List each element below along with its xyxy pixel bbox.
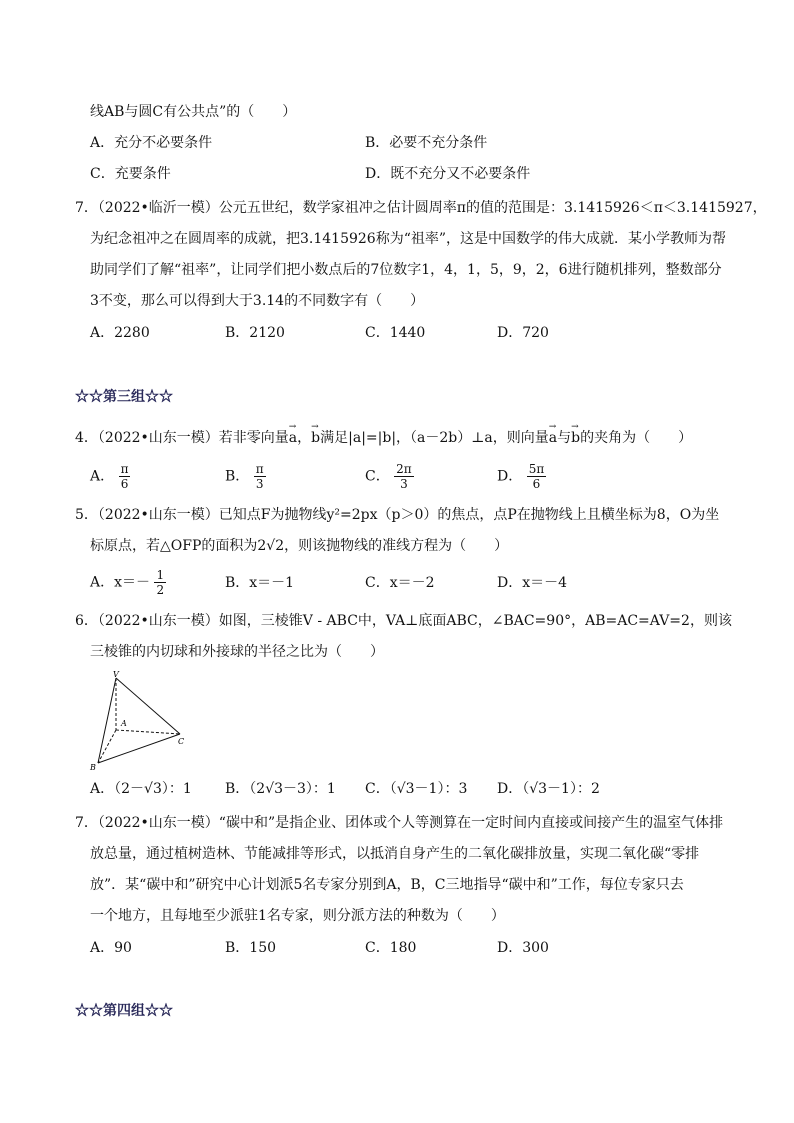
- option-c: C．1440: [365, 325, 426, 341]
- option-b: B．150: [225, 940, 277, 956]
- denominator: 2: [156, 583, 165, 597]
- question-4-line: [75, 428, 692, 448]
- label-v: V: [113, 670, 119, 679]
- fraction: [254, 462, 266, 491]
- question-7-linyi-line-3: 助同学们了解“祖率”，让同学们把小数点后的7位数字1，4，1，5，9，2，6进行随机排列，整数部分: [90, 262, 722, 278]
- question-7-shandong-line-2: 放总量，通过植树造林、节能减排等形式，以抵消自身产生的二氧化碳排放量，实现二氧化碳“零排: [90, 846, 700, 862]
- q4-yu: 与: [557, 430, 572, 446]
- option-a: A．充分不必要条件: [90, 135, 213, 151]
- option-label: A．x＝－: [90, 574, 151, 591]
- option-a: A．（2－√3）：1: [90, 781, 192, 797]
- option-b: [225, 462, 266, 491]
- denominator: 6: [120, 477, 129, 491]
- option-c: C．180: [365, 940, 417, 956]
- question-7-linyi-line-4: 3不变，那么可以得到大于3.14的不同数字有（ ）: [90, 293, 425, 309]
- question-7-linyi-line-1: 7．（2022•临沂一模）公元五世纪，数学家祖冲之估计圆周率π的值的范围是：3.1415926＜π＜3.1415927，: [75, 200, 767, 216]
- group-3-title: ☆☆第三组☆☆: [75, 389, 173, 405]
- fraction: [119, 462, 131, 491]
- fraction: [527, 462, 547, 491]
- vector-b: → b: [311, 428, 320, 448]
- numerator: 2π: [396, 462, 412, 476]
- option-c: C．x＝－2: [365, 575, 435, 591]
- option-d: D．720: [497, 325, 549, 341]
- question-7-linyi-line-2: 为纪念祖冲之在圆周率的成就，把3.1415926称为“祖率”，这是中国数学的伟大成就．某小学教师为帮: [90, 231, 727, 247]
- option-d: [497, 462, 546, 491]
- vector-a: → a: [549, 428, 557, 448]
- question-7-shandong-line-4: 一个地方，且每地至少派驻1名专家，则分派方法的种数为（ ）: [90, 908, 505, 924]
- option-label: D．: [497, 468, 523, 485]
- option-d: D．既不充分又不必要条件: [365, 166, 531, 182]
- pyramid-figure: [88, 668, 198, 773]
- label-a: A: [121, 719, 127, 728]
- option-b: B．必要不充分条件: [365, 135, 488, 151]
- fraction: [154, 568, 166, 597]
- question-6-line-1: 6．（2022•山东一模）如图，三棱锥V - ABC中，VA⊥底面ABC，∠BAC=90°，AB=AC=AV=2，则该: [75, 613, 732, 629]
- numerator: 1: [156, 568, 165, 582]
- question-7-shandong-line-1: 7．（2022•山东一模）“碳中和”是指企业、团体或个人等测算在一定时间内直接或间接产生的温室气体排: [75, 815, 724, 831]
- question-5-line-2: 标原点，若△OFP的面积为2√2，则该抛物线的准线方程为（ ）: [90, 538, 509, 554]
- label-b: B: [90, 763, 96, 772]
- question-6-line-2: 三棱锥的内切球和外接球的半径之比为（ ）: [90, 644, 384, 660]
- q4-sep: ，: [297, 430, 312, 446]
- option-b: B．x＝－1: [225, 575, 295, 591]
- option-d: D．x＝－4: [497, 575, 568, 591]
- question-7-shandong-line-3: 放”．某“碳中和”研究中心计划派5名专家分别到A，B，C三地指导“碳中和”工作，每位专家只去: [90, 877, 684, 893]
- option-a: A．2280: [90, 325, 150, 341]
- option-b: B．2120: [225, 325, 285, 341]
- option-label: B．: [225, 468, 250, 485]
- vector-a: → a: [289, 428, 297, 448]
- numerator: 5π: [528, 462, 545, 476]
- option-a: A．90: [90, 940, 132, 956]
- numerator: π: [255, 462, 264, 476]
- option-b: B．（2√3－3）：1: [225, 781, 336, 797]
- edge-ac: [116, 730, 180, 734]
- denominator: 3: [400, 477, 408, 491]
- fraction: [394, 462, 414, 491]
- option-d: D．300: [497, 940, 549, 956]
- q4-prefix: 4．（2022•山东一模）若非零向量: [75, 430, 289, 446]
- group-4-title: ☆☆第四组☆☆: [75, 1003, 173, 1019]
- numerator: π: [120, 462, 129, 476]
- option-c: C．充要条件: [90, 166, 171, 182]
- label-c: C: [178, 737, 185, 746]
- option-a: [90, 462, 130, 491]
- option-d: D．（√3－1）：2: [497, 781, 600, 797]
- q4-end: 的夹角为（ ）: [580, 430, 693, 446]
- edge-vb: [98, 678, 116, 763]
- question-text-line: 线AB与圆C有公共点”的（ ）: [90, 104, 297, 120]
- option-a: [90, 568, 166, 597]
- question-5-line-1: 5．（2022•山东一模）已知点F为抛物线y²=2px（p＞0）的焦点，点P在抛物线上且横坐标为8，O为坐: [75, 507, 720, 523]
- option-label: C．: [365, 468, 390, 485]
- option-label: A．: [90, 468, 115, 485]
- q4-mid: 满足|a|=|b|，（a－2b）⊥a，则向量: [320, 430, 549, 446]
- edge-bc: [98, 734, 180, 763]
- option-c: [365, 462, 414, 491]
- denominator: 6: [532, 477, 541, 491]
- vector-b: → b: [571, 428, 580, 448]
- option-c: C．（√3－1）：3: [365, 781, 468, 797]
- denominator: 3: [255, 477, 264, 491]
